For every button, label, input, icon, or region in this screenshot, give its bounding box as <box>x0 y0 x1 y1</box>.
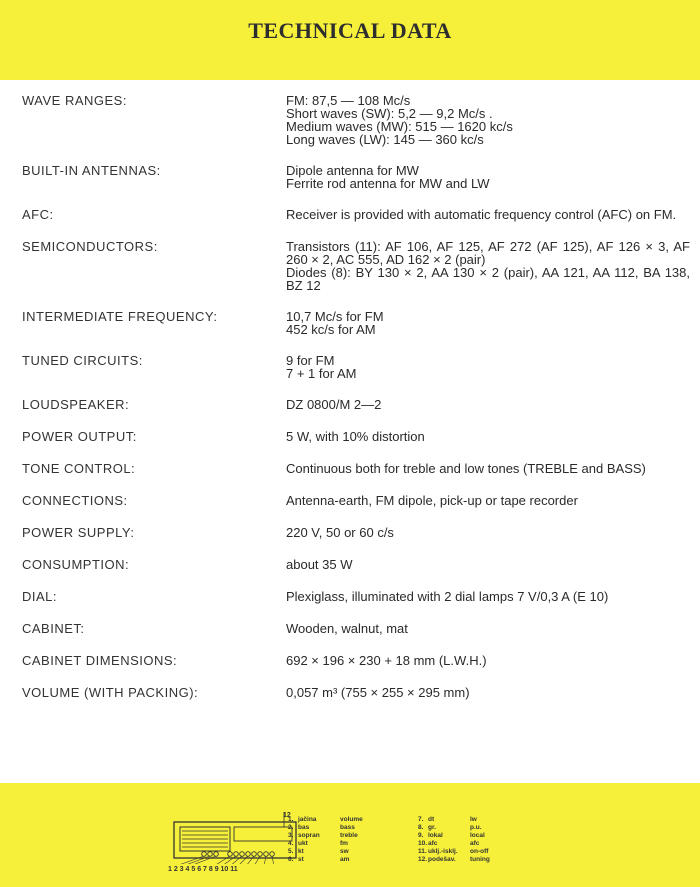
spec-value <box>286 354 690 380</box>
spec-row <box>0 686 700 700</box>
spec-value-line: DZ 0800/M 2—2 <box>286 397 382 412</box>
spec-value-line: Long waves (LW): 145 — 360 kc/s <box>286 132 484 147</box>
spec-row <box>0 310 700 336</box>
spec-label: DIAL: <box>22 589 58 604</box>
spec-row <box>0 494 700 508</box>
legend-number: 9. <box>418 832 424 839</box>
spec-value-line: 9 for FM <box>286 353 335 368</box>
legend-local-label: sopran <box>298 832 320 839</box>
spec-label: CONNECTIONS: <box>22 493 128 508</box>
legend-local-label: kt <box>298 848 304 855</box>
spec-row <box>0 462 700 476</box>
spec-value <box>286 558 690 572</box>
spec-row <box>0 526 700 540</box>
legend-number: 6. <box>288 856 294 863</box>
legend-item <box>418 824 548 832</box>
legend-english-label: p.u. <box>470 824 482 831</box>
spec-label: POWER OUTPUT: <box>22 429 137 444</box>
spec-label: WAVE RANGES: <box>22 93 127 108</box>
spec-row <box>0 240 700 292</box>
spec-row <box>0 94 700 146</box>
spec-label: AFC: <box>22 207 54 222</box>
spec-label: TONE CONTROL: <box>22 461 136 476</box>
legend-item <box>418 848 548 856</box>
spec-value-line: Receiver is provided with automatic frequency control (AFC) on FM. <box>286 207 677 222</box>
spec-value <box>286 310 690 336</box>
legend-number: 11. <box>418 848 427 855</box>
legend-english-label: lw <box>470 816 477 823</box>
spec-label: INTERMEDIATE FREQUENCY: <box>22 309 218 324</box>
legend-local-label: ukt <box>298 840 308 847</box>
legend-english-label: afc <box>470 840 480 847</box>
spec-value <box>286 622 690 636</box>
legend-item <box>288 848 418 856</box>
spec-row <box>0 622 700 636</box>
legend-item <box>418 856 548 864</box>
spec-value-line: Dipole antenna for MW <box>286 163 419 178</box>
spec-list <box>0 94 700 718</box>
spec-value <box>286 240 690 292</box>
spec-row <box>0 654 700 668</box>
legend-english-label: fm <box>340 840 348 847</box>
spec-value-line: 692 × 196 × 230 + 18 mm (L.W.H.) <box>286 653 487 668</box>
spec-value-line: Plexiglass, illuminated with 2 dial lamps 7 V/0,3 A (E 10) <box>286 589 609 604</box>
legend-english-label: treble <box>340 832 358 839</box>
legend-item <box>418 816 548 824</box>
legend-local-label: dt <box>428 816 435 823</box>
spec-value <box>286 430 690 444</box>
spec-value-line: Wooden, walnut, mat <box>286 621 408 636</box>
diagram-panel-number: 12 <box>283 812 291 819</box>
spec-value-line: 0,057 m³ (755 × 255 × 295 mm) <box>286 685 470 700</box>
spec-value-line: 452 kc/s for AM <box>286 322 376 337</box>
spec-value-line: Antenna-earth, FM dipole, pick-up or tape recorder <box>286 493 578 508</box>
legend-local-label: uklj.-isklj. <box>428 848 458 855</box>
spec-value <box>286 462 690 476</box>
legend-number: 10. <box>418 840 428 847</box>
spec-value-line: FM: 87,5 — 108 Mc/s <box>286 93 411 108</box>
spec-label: CABINET DIMENSIONS: <box>22 653 178 668</box>
legend-number: 2. <box>288 824 294 831</box>
spec-row <box>0 164 700 190</box>
spec-value-line: Short waves (SW): 5,2 — 9,2 Mc/s . <box>286 106 493 121</box>
spec-value-line: Medium waves (MW): 515 — 1620 kc/s <box>286 119 513 134</box>
legend-item <box>288 840 418 848</box>
spec-value-line: Continuous both for treble and low tones (TREBLE and BASS) <box>286 461 646 476</box>
legend-item <box>288 816 418 824</box>
spec-value-line: 10,7 Mc/s for FM <box>286 309 384 324</box>
legend-local-label: podešav. <box>428 856 456 863</box>
legend-item <box>288 824 418 832</box>
spec-value <box>286 164 690 190</box>
spec-value <box>286 208 690 222</box>
legend-english-label: on-off <box>470 848 489 855</box>
legend-item <box>418 832 548 840</box>
spec-label: BUILT-IN ANTENNAS: <box>22 163 161 178</box>
spec-label: CONSUMPTION: <box>22 557 130 572</box>
spec-row <box>0 558 700 572</box>
legend-local-label: bas <box>298 824 310 831</box>
spec-value <box>286 398 690 412</box>
spec-row <box>0 354 700 380</box>
legend-item <box>288 856 418 864</box>
legend-english-label: am <box>340 856 350 863</box>
spec-value-line: 7 + 1 for AM <box>286 366 357 381</box>
spec-value <box>286 654 690 668</box>
spec-row <box>0 430 700 444</box>
legend-local-label: jačina <box>298 816 317 823</box>
spec-label: TUNED CIRCUITS: <box>22 353 143 368</box>
legend-number: 8. <box>418 824 424 831</box>
spec-value-line: 220 V, 50 or 60 c/s <box>286 525 394 540</box>
spec-row <box>0 208 700 222</box>
diagram-control-numbers: 1 2 3 4 5 6 7 8 9 10 11 <box>168 866 238 873</box>
spec-value-line: Diodes (8): BY 130 × 2, AA 130 × 2 (pair), AA 121, AA 112, BA 138, BZ 12 <box>286 265 690 293</box>
spec-value-line: 5 W, with 10% distortion <box>286 429 425 444</box>
legend-number: 5. <box>288 848 294 855</box>
spec-value <box>286 526 690 540</box>
legend-english-label: local <box>470 832 485 839</box>
spec-label: LOUDSPEAKER: <box>22 397 130 412</box>
legend-item <box>418 840 548 848</box>
spec-value-line: Ferrite rod antenna for MW and LW <box>286 176 490 191</box>
spec-value <box>286 494 690 508</box>
controls-legend <box>288 816 548 864</box>
spec-value <box>286 94 690 146</box>
legend-number: 4. <box>288 840 294 847</box>
spec-value-line: about 35 W <box>286 557 353 572</box>
spec-label: VOLUME (WITH PACKING): <box>22 685 199 700</box>
legend-item <box>288 832 418 840</box>
spec-label: CABINET: <box>22 621 85 636</box>
spec-row <box>0 590 700 604</box>
legend-local-label: afc <box>428 840 438 847</box>
page-title: TECHNICAL DATA <box>248 18 452 43</box>
legend-english-label: bass <box>340 824 355 831</box>
legend-number: 1. <box>288 816 294 823</box>
legend-local-label: st <box>298 856 304 863</box>
spec-value-line: Transistors (11): AF 106, AF 125, AF 272 (AF 125), AF 126 × 3, AF 260 × 2, AC 555, AD 162 × 2 (pair) <box>286 239 690 267</box>
legend-local-label: lokal <box>428 832 443 839</box>
legend-number: 3. <box>288 832 294 839</box>
legend-english-label: tuning <box>470 856 490 863</box>
spec-label: POWER SUPPLY: <box>22 525 135 540</box>
legend-number: 7. <box>418 816 424 823</box>
legend-local-label: gr. <box>428 824 436 831</box>
spec-value <box>286 686 690 700</box>
spec-row <box>0 398 700 412</box>
spec-label: SEMICONDUCTORS: <box>22 239 158 254</box>
legend-number: 12. <box>418 856 428 863</box>
legend-english-label: sw <box>340 848 349 855</box>
legend-english-label: volume <box>340 816 363 823</box>
spec-value <box>286 590 690 604</box>
